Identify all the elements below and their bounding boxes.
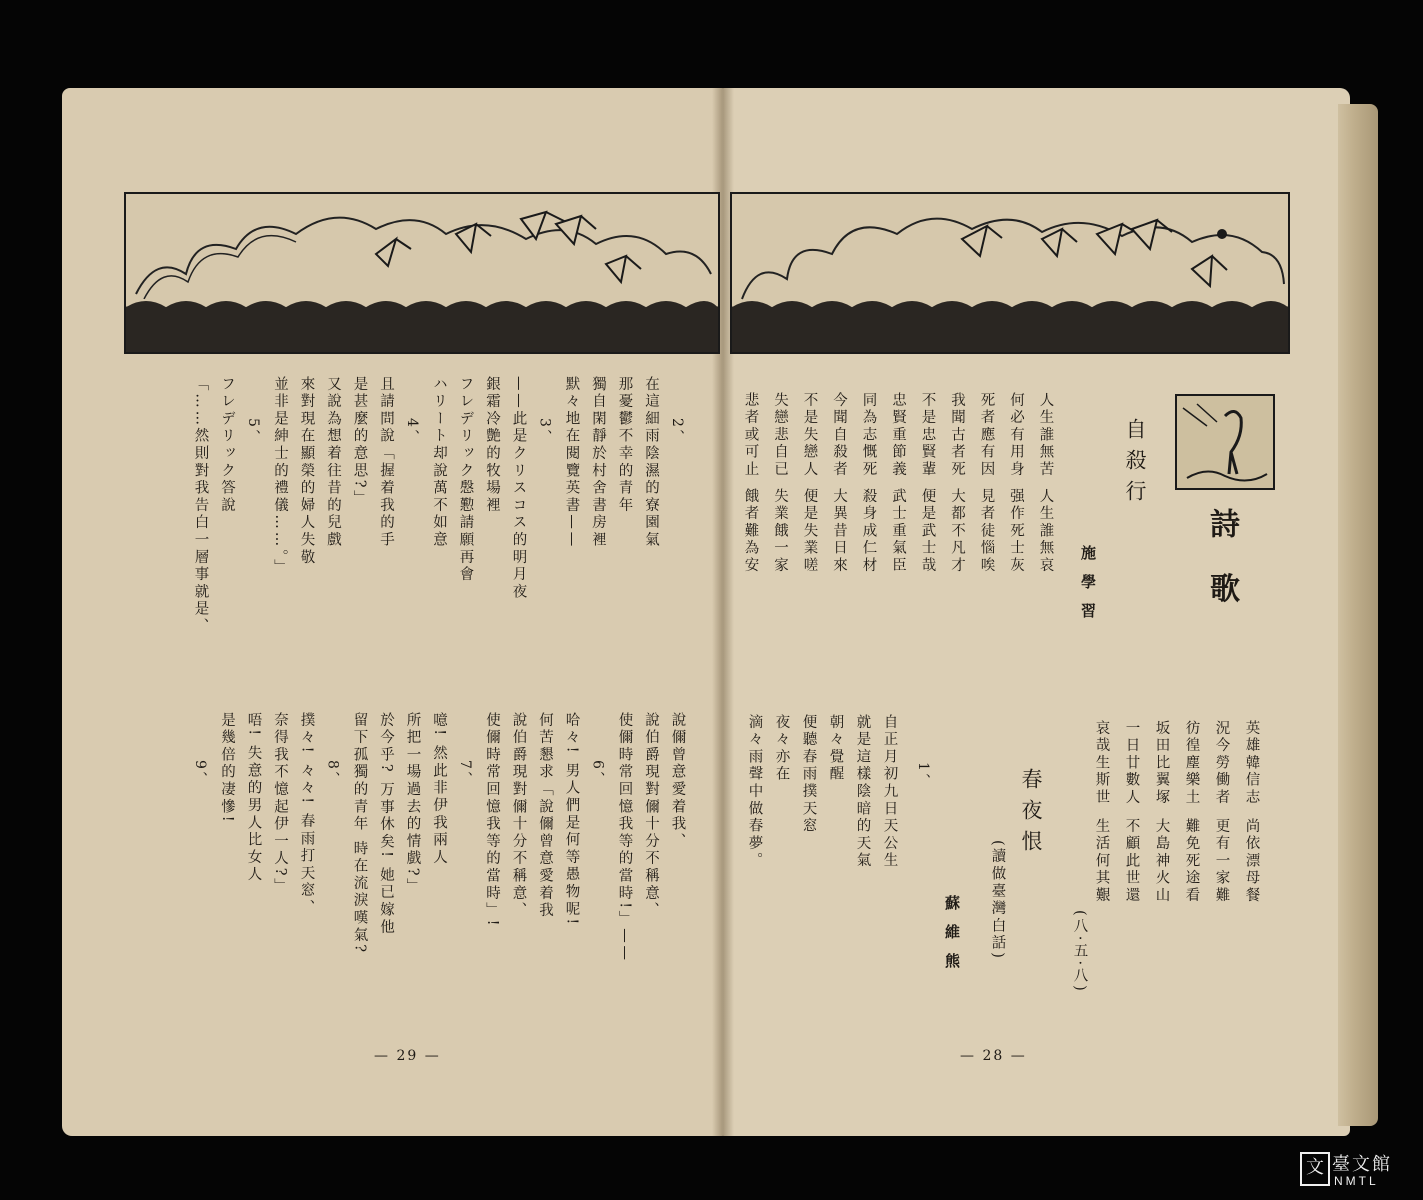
poem-line: 更有一家難 <box>1213 818 1230 905</box>
poem-line: 生活何其艱 <box>1093 818 1110 905</box>
text-column: フレデリック慇懃請願再會 <box>457 376 474 584</box>
poem-line: 彷徨塵樂土 <box>1183 720 1200 807</box>
logo-chinese: 臺文館 <box>1332 1154 1392 1175</box>
stanza-number: 7、 <box>457 760 473 789</box>
heron-icon <box>1177 396 1273 488</box>
logo-english: NMTL <box>1334 1174 1379 1188</box>
poem-line: 大都不凡才 <box>949 488 965 575</box>
text-column: ハリート却說萬不如意 <box>431 376 447 549</box>
text-column: 留下孤獨的青年 時在流淚嘆氣? <box>351 712 368 955</box>
text-column: 是幾倍的凄慘! <box>219 712 235 825</box>
heron-emblem <box>1175 394 1275 490</box>
text-column: 說伯爵現對儞十分不稱意、 <box>510 712 527 920</box>
poem-line: 尚依漂母餐 <box>1243 818 1260 905</box>
poem-line: 夜々亦在 <box>773 714 790 784</box>
text-column: 於今乎? 万事休矣! 她已嫁他 <box>378 712 394 937</box>
text-column: 是甚麼的意思?」 <box>351 376 368 508</box>
poem-line: 哀哉生斯世 <box>1093 720 1110 807</box>
section-title: 詩 歌 <box>1204 508 1239 615</box>
poem-line: 人生誰無哀 <box>1037 488 1054 575</box>
text-column: 在這細雨陰濕的寮園氣 <box>643 376 659 549</box>
right-header-banner <box>730 192 1290 354</box>
stanza-number: 3、 <box>536 418 553 447</box>
poem-line: 同為志慨死 <box>860 392 877 479</box>
stanza-number: 5、 <box>245 418 261 447</box>
poem1-title: 自殺行 <box>1123 418 1147 511</box>
poem-line: 不是失戀人 <box>801 392 818 479</box>
text-column: 那憂鬱不幸的青年 <box>616 376 633 515</box>
poem-line: 英雄韓信志 <box>1243 720 1260 807</box>
text-column: 說伯爵現對儞十分不稱意、 <box>643 712 659 920</box>
poem-line: 武士重氣臣 <box>890 488 906 575</box>
left-header-banner <box>124 192 720 354</box>
text-column: 奈得我不憶起伊一人?」 <box>272 712 288 896</box>
poem-line: 何必有用身 <box>1008 392 1024 479</box>
text-column: フレデリック答說 <box>219 376 235 515</box>
poem2-number: 1、 <box>915 762 931 791</box>
right-page-number: — 28 — <box>960 1048 1027 1064</box>
text-column: 所把一場過去的情戲?」 <box>404 712 421 896</box>
poem-line: 難免死途看 <box>1183 818 1200 905</box>
poem-line: 失戀悲自已 <box>772 392 788 479</box>
poem1-author: 施學習 <box>1079 545 1097 632</box>
stanza-number: 9、 <box>192 760 208 789</box>
poem2-subtitle: (讀做臺灣白話) <box>989 840 1006 961</box>
poem-line: 朝々覺醒 <box>827 714 844 784</box>
poem-line: 便是失業嗟 <box>801 488 818 575</box>
poem-line: 自正月初九日天公生 <box>881 714 898 870</box>
text-column: 來對現在顯榮的婦人失敬 <box>298 376 315 567</box>
poem-line: 餓者難為安 <box>742 488 759 575</box>
poem-line: 我聞古者死 <box>949 392 965 479</box>
left-page-number: — 29 — <box>374 1048 441 1064</box>
poem-line: 悲者或可止 <box>742 392 759 479</box>
poem-line: 忠賢重節義 <box>890 392 906 479</box>
text-column: 「……然則對我告白一層事就是、 <box>192 376 209 636</box>
poem-line: 大島神火山 <box>1153 818 1170 905</box>
poem-line: 坂田比翼塚 <box>1153 720 1170 807</box>
text-column: 又說為想着往昔的兒戲 <box>325 376 341 549</box>
text-column: 獨自閑靜於村舍書房裡 <box>590 376 606 549</box>
clouds-waves-illustration <box>126 194 718 352</box>
text-column: 使儞時常回憶我等的當時!」—— <box>616 712 633 963</box>
poem-line: 況今勞働者 <box>1213 720 1230 807</box>
poem-line: 就是這樣陰暗的天氣 <box>854 714 871 870</box>
text-column: 使儞時常回憶我等的當時」! <box>484 712 500 929</box>
stanza-number: 4、 <box>404 418 420 447</box>
stanza-number: 8、 <box>324 760 341 789</box>
poem-line: 死者應有因 <box>978 392 995 479</box>
text-column: 說儞曾意愛着我、 <box>669 712 686 851</box>
page-edges <box>1338 104 1378 1126</box>
poem-line: 不是忠賢輩 <box>919 392 936 479</box>
text-column: 哈々! 男人們是何等愚物呢! <box>563 712 580 927</box>
poem-line: 便是武士哉 <box>919 488 936 575</box>
poem1-date: (八·五·八) <box>1071 910 1088 994</box>
poem-line: 滴々雨聲中做春夢。 <box>746 714 763 870</box>
poem-line: 不顧此世還 <box>1123 818 1140 905</box>
poem-line: 見者徒惱唉 <box>978 488 995 575</box>
poem-line: 失業餓一家 <box>772 488 788 575</box>
stanza-number: 2、 <box>669 418 685 447</box>
poem-line: 便聽春雨撲天窓 <box>800 714 817 836</box>
text-column: 噫! 然此非伊我兩人 <box>431 712 447 867</box>
text-column: 默々地在閱覽英書—— <box>563 376 580 549</box>
poem2-title: 春夜恨 <box>1019 768 1043 861</box>
text-column: 何苦懇求「說儞曾意愛着我 <box>537 712 553 920</box>
text-column: ——此是クリスコス的明月夜 <box>510 376 527 601</box>
poem-line: 一日廿數人 <box>1123 720 1140 807</box>
poem-line: 殺身成仁材 <box>860 488 877 575</box>
text-column: 且請問說「握着我的手 <box>378 376 394 549</box>
logo-glyph: 文 <box>1300 1152 1330 1186</box>
text-column: 銀霜冷艶的牧場裡 <box>484 376 500 515</box>
poem-line: 强作死士灰 <box>1008 488 1024 575</box>
clouds-waves-illustration <box>732 194 1288 352</box>
poem2-author: 蘇維熊 <box>943 895 961 982</box>
stanza-number: 6、 <box>589 760 606 789</box>
text-column: 唔! 失意的男人比女人 <box>245 712 262 884</box>
poem-line: 大異昔日來 <box>831 488 847 575</box>
text-column: 並非是紳士的禮儀……。」 <box>272 376 288 577</box>
poem-line: 今聞自殺者 <box>831 392 847 479</box>
text-column: 撲々! 々々! 春雨打天窓、 <box>298 712 315 918</box>
poem-line: 人生誰無苦 <box>1037 392 1054 479</box>
